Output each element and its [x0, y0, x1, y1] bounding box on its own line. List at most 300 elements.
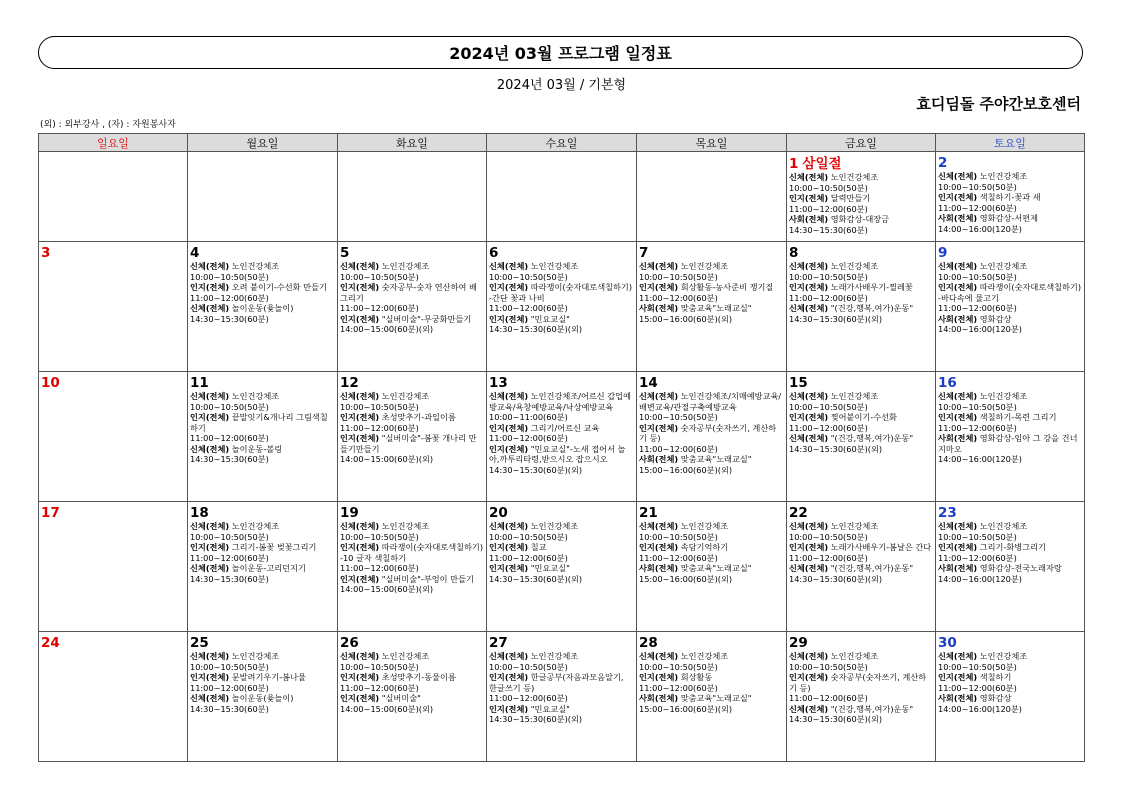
program-time: 11:00~12:00(60분) — [190, 433, 269, 443]
program-category: 신체(전체) — [789, 172, 829, 182]
program-time: 14:30~15:30(60분)(외) — [789, 313, 883, 324]
program-category: 인지(전체) — [190, 282, 230, 292]
day-cell — [188, 152, 338, 242]
program-time: 15:00~16:00(60분)(외) — [639, 464, 733, 475]
program-time: 10:00~10:50(50분) — [639, 412, 718, 422]
program-category: 인지(전체) — [340, 542, 380, 552]
day-number: 16 — [938, 375, 957, 391]
day-number: 18 — [190, 505, 209, 521]
day-number: 6 — [489, 245, 499, 261]
program-category: 인지(전체) — [938, 282, 978, 292]
day-cell — [787, 242, 936, 372]
program-time: 11:00~12:00(60분) — [340, 303, 419, 313]
program-time: 10:00~10:50(50분) — [639, 271, 718, 282]
program-entry — [340, 693, 484, 714]
program-entry — [489, 423, 634, 444]
program-time: 10:00~10:50(50분) — [938, 181, 1017, 192]
day-header — [639, 502, 784, 521]
weekday-header: 토요일 — [936, 134, 1085, 152]
program-time: 10:00~10:50(50분) — [489, 531, 568, 542]
day-header — [340, 632, 484, 651]
program-entry — [789, 303, 933, 324]
program-category: 사회(전체) — [639, 303, 679, 313]
program-name: 노래가사배우기-찔레꽃 — [830, 282, 913, 292]
day-header — [41, 632, 185, 651]
program-time: 10:00~10:50(50분) — [489, 271, 568, 282]
program-entry — [190, 542, 335, 563]
program-entry — [340, 261, 484, 282]
program-name: 놀이운동-고리던지기 — [231, 563, 306, 573]
weekday-header: 수요일 — [487, 134, 637, 152]
program-category: 인지(전체) — [938, 192, 978, 202]
program-category: 인지(전체) — [489, 422, 529, 433]
program-name: 맞춤교육"노래교실" — [680, 563, 752, 573]
program-name: 영화감상 — [979, 693, 1012, 703]
program-category: 신체(전체) — [938, 261, 978, 271]
program-name: 노인건강체조 — [530, 261, 579, 271]
program-category: 사회(전체) — [938, 693, 978, 703]
program-category: 신체(전체) — [340, 521, 380, 531]
program-category: 인지(전체) — [190, 412, 230, 422]
program-time: 10:00~10:50(50분) — [938, 661, 1017, 672]
program-entry — [938, 213, 1082, 234]
program-time: 11:00~12:00(60분) — [489, 693, 568, 703]
program-name: "민요교실" — [530, 703, 570, 714]
program-time: 14:30~15:30(60분)(외) — [789, 714, 883, 724]
program-entry — [938, 542, 1082, 563]
program-entry — [190, 693, 335, 714]
program-name: 칠교 — [530, 542, 547, 552]
program-name: 그리기-화병그리기 — [979, 542, 1046, 552]
program-category: 사회(전체) — [639, 693, 679, 703]
program-category: 신체(전체) — [938, 171, 978, 181]
program-time: 14:00~15:00(60분)(외) — [340, 584, 434, 594]
legend: (외) : 외부강사 , (자) : 자원봉사자 — [40, 120, 176, 130]
day-number: 19 — [340, 505, 359, 521]
day-number: 10 — [41, 375, 60, 391]
program-name: 노인건강체조 — [830, 172, 879, 182]
program-time: 10:00~10:50(50분) — [789, 271, 868, 282]
day-header — [938, 502, 1082, 521]
program-name: 숫자공부-숫자 연산하여 배 그리기 — [340, 282, 477, 303]
program-time: 14:00~16:00(120분) — [938, 454, 1022, 464]
program-time: 10:00~10:50(50분) — [938, 401, 1017, 412]
program-name: 놀이운동(윷놀이) — [231, 303, 294, 313]
week-row — [39, 502, 1085, 632]
program-category: 인지(전체) — [789, 193, 829, 203]
program-time: 11:00~12:00(60분) — [938, 422, 1017, 433]
program-entry — [340, 433, 484, 465]
week-row — [39, 372, 1085, 502]
program-category: 신체(전체) — [190, 693, 230, 703]
day-cell — [188, 502, 338, 632]
day-cell — [787, 372, 936, 502]
program-name: "(건강,행복,여가)운동" — [830, 563, 914, 573]
program-time: 10:00~10:50(50분) — [789, 182, 868, 193]
program-time: 11:00~12:00(60분) — [789, 203, 868, 214]
program-time: 10:00~10:50(50분) — [340, 531, 419, 542]
program-category: 인지(전체) — [639, 542, 679, 552]
program-time: 10:00~10:50(50분) — [789, 401, 868, 412]
program-time: 10:00~11:00(60분) — [489, 412, 568, 422]
day-number: 25 — [190, 635, 209, 651]
day-cell — [338, 372, 487, 502]
schedule-title: 2024년 03월 프로그램 일정표 — [38, 36, 1083, 69]
program-name: 노인건강체조 — [680, 521, 729, 531]
program-entry — [489, 651, 634, 672]
program-name: "실버미술"-무궁화만들기 — [381, 313, 472, 324]
program-name: 맞춤교육"노래교실" — [680, 693, 752, 703]
program-time: 11:00~12:00(60분) — [938, 303, 1017, 313]
program-entry — [639, 563, 784, 584]
day-cell — [487, 372, 637, 502]
weekday-header: 목요일 — [637, 134, 787, 152]
program-time: 14:30~15:30(60분)(외) — [489, 714, 583, 724]
program-category: 사회(전체) — [789, 214, 829, 224]
program-category: 신체(전체) — [190, 521, 230, 531]
program-entry — [340, 574, 484, 595]
program-entry — [789, 193, 933, 214]
program-name: 노인건강체조/치매예방교육/배변교육/관절구축예방교육 — [639, 391, 782, 412]
program-name: "실버미술"-부엉이 만들기 — [381, 573, 474, 584]
program-category: 신체(전체) — [190, 651, 230, 661]
program-entry — [489, 704, 634, 725]
program-name: "민요교실" — [530, 563, 570, 573]
day-cell — [936, 152, 1085, 242]
program-name: 노인건강체조 — [979, 521, 1028, 531]
program-name: 맞춤교육"노래교실" — [680, 454, 752, 464]
program-time: 10:00~10:50(50분) — [938, 531, 1017, 542]
program-time: 11:00~12:00(60분) — [639, 292, 718, 303]
program-time: 14:30~15:30(60분)(외) — [789, 573, 883, 584]
day-number: 1 — [789, 156, 799, 172]
day-header — [489, 372, 634, 391]
day-cell — [637, 152, 787, 242]
program-time: 10:00~10:50(50분) — [489, 661, 568, 672]
day-cell — [936, 372, 1085, 502]
program-name: 초성맞추기-과일이름 — [381, 412, 456, 422]
program-category: 인지(전체) — [340, 313, 380, 324]
program-name: 놀이운동-볼링 — [231, 443, 283, 454]
program-name: 노인건강체조 — [231, 651, 280, 661]
program-time: 14:30~15:30(60분) — [190, 573, 269, 584]
program-time: 11:00~12:00(60분) — [789, 693, 868, 703]
day-number: 30 — [938, 635, 957, 651]
program-name: 노인건강체조 — [530, 651, 579, 661]
program-time: 14:00~15:00(60분)(외) — [340, 703, 434, 714]
program-entry — [190, 261, 335, 282]
program-category: 신체(전체) — [639, 261, 679, 271]
program-category: 신체(전체) — [789, 303, 829, 313]
day-cell — [487, 632, 637, 762]
program-entry — [938, 693, 1082, 714]
program-time: 11:00~12:00(60분) — [789, 552, 868, 563]
program-entry — [489, 261, 634, 282]
program-entry — [639, 542, 784, 563]
program-category: 신체(전체) — [489, 391, 529, 401]
program-time: 10:00~10:50(50분) — [639, 531, 718, 542]
program-entry — [340, 282, 484, 314]
day-header — [639, 242, 784, 261]
program-name: 그리기/어르신 교육 — [530, 422, 600, 433]
program-category: 신체(전체) — [340, 391, 380, 401]
program-entry — [789, 542, 933, 563]
program-entry — [340, 412, 484, 433]
day-number: 14 — [639, 375, 658, 391]
day-cell — [39, 502, 188, 632]
program-category: 신체(전체) — [190, 563, 230, 573]
program-entry — [639, 391, 784, 423]
day-cell — [637, 502, 787, 632]
program-time: 14:30~15:30(60분)(외) — [489, 573, 583, 584]
week-row — [39, 152, 1085, 242]
program-name: 노인건강체조/어르신 갑업예방교육/욕창예방교육/낙상예방교육 — [489, 391, 632, 412]
program-name: 색칠하기-꽃과 새 — [979, 192, 1041, 202]
program-category: 신체(전체) — [340, 261, 380, 271]
program-time: 11:00~12:00(60분) — [489, 303, 568, 313]
program-name: 끝말잇기&개나리 그림색칠하기 — [190, 412, 328, 433]
program-name: 속담기억하기 — [680, 542, 729, 552]
program-time: 14:00~15:00(60분)(외) — [340, 324, 434, 334]
program-entry — [639, 454, 784, 475]
program-category: 인지(전체) — [489, 542, 529, 552]
program-category: 신체(전체) — [489, 521, 529, 531]
calendar-table — [38, 133, 1085, 762]
program-entry — [190, 563, 335, 584]
day-header — [190, 632, 335, 651]
program-category: 인지(전체) — [489, 672, 529, 682]
program-time: 10:00~10:50(50분) — [190, 661, 269, 672]
program-entry — [489, 672, 634, 704]
program-entry — [340, 542, 484, 574]
program-name: 노인건강체조 — [979, 261, 1028, 271]
program-category: 신체(전체) — [789, 563, 829, 573]
day-number: 15 — [789, 375, 808, 391]
program-time: 15:00~16:00(60분)(외) — [639, 313, 733, 324]
day-header — [489, 502, 634, 521]
program-name: 영화감상-전국노래자랑 — [979, 563, 1062, 573]
weekday-header-row — [39, 134, 1085, 152]
program-time: 11:00~12:00(60분) — [340, 422, 419, 433]
day-cell — [787, 502, 936, 632]
week-row — [39, 632, 1085, 762]
program-time: 14:30~15:30(60분) — [190, 454, 269, 464]
day-header — [489, 242, 634, 261]
day-cell — [787, 632, 936, 762]
day-number: 13 — [489, 375, 508, 391]
program-time: 14:30~15:30(60분) — [789, 224, 868, 235]
program-entry — [938, 563, 1082, 584]
program-entry — [489, 314, 634, 335]
program-entry — [489, 542, 634, 563]
program-name: 숫자공부(숫자쓰기, 계산하기 등) — [639, 422, 777, 443]
program-time: 10:00~10:50(50분) — [190, 401, 269, 412]
program-entry — [789, 704, 933, 725]
day-number: 3 — [41, 245, 51, 261]
program-category: 인지(전체) — [639, 422, 679, 433]
day-cell — [39, 632, 188, 762]
program-entry — [489, 444, 634, 476]
program-entry — [639, 521, 784, 542]
program-time: 11:00~12:00(60분) — [190, 552, 269, 563]
program-entry — [789, 261, 933, 282]
day-header — [789, 372, 933, 391]
program-category: 인지(전체) — [340, 412, 380, 422]
day-cell — [936, 242, 1085, 372]
program-name: 영화감상-서편제 — [979, 213, 1039, 223]
program-time: 11:00~12:00(60분) — [938, 682, 1017, 693]
program-category: 신체(전체) — [190, 443, 230, 454]
program-name: 따라쟁이(숫자대로색칠하기)-10 글자 색칠하기 — [340, 542, 484, 563]
program-name: 노인건강체조 — [381, 521, 430, 531]
program-name: "(건강,행복,여가)운동" — [830, 703, 914, 714]
program-entry — [938, 391, 1082, 412]
program-time: 10:00~10:50(50분) — [789, 531, 868, 542]
program-name: 노인건강체조 — [381, 391, 430, 401]
program-time: 10:00~10:50(50분) — [190, 531, 269, 542]
program-name: "(건강,행복,여가)운동" — [830, 433, 914, 443]
program-time: 11:00~12:00(60분) — [340, 682, 419, 693]
program-time: 11:00~12:00(60분) — [789, 422, 868, 433]
program-entry — [639, 423, 784, 455]
program-name: 노인건강체조 — [830, 391, 879, 401]
day-cell — [936, 632, 1085, 762]
program-entry — [789, 214, 933, 235]
program-entry — [489, 521, 634, 542]
day-number: 26 — [340, 635, 359, 651]
day-number: 12 — [340, 375, 359, 391]
program-name: 숫자공부(숫자쓰기, 계산하기 등) — [789, 672, 927, 693]
program-entry — [190, 391, 335, 412]
program-category: 사회(전체) — [639, 563, 679, 573]
program-name: "실버미술"-봄꽃 개나리 만들기만들기 — [340, 433, 477, 454]
program-category: 인지(전체) — [789, 542, 829, 552]
weekday-header: 화요일 — [338, 134, 487, 152]
day-number: 8 — [789, 245, 799, 261]
program-time: 10:00~10:50(50분) — [340, 661, 419, 672]
day-header — [938, 152, 1082, 171]
day-cell — [637, 632, 787, 762]
program-entry — [789, 391, 933, 412]
program-name: 노인건강체조 — [231, 261, 280, 271]
day-header — [938, 372, 1082, 391]
program-time: 15:00~16:00(60분)(외) — [639, 573, 733, 584]
program-category: 신체(전체) — [639, 521, 679, 531]
program-entry — [938, 192, 1082, 213]
day-header — [489, 632, 634, 651]
program-name: 노인건강체조 — [830, 261, 879, 271]
program-time: 10:00~10:50(50분) — [340, 271, 419, 282]
program-entry — [938, 521, 1082, 542]
center-name: 효디딤돌 주야간보호센터 — [916, 95, 1081, 113]
day-number: 27 — [489, 635, 508, 651]
program-category: 인지(전체) — [639, 672, 679, 682]
day-cell — [188, 372, 338, 502]
program-category: 인지(전체) — [340, 693, 380, 703]
program-time: 11:00~12:00(60분) — [340, 563, 419, 573]
program-name: 초성맞추기-동물이름 — [381, 672, 456, 682]
day-header — [190, 242, 335, 261]
day-number: 17 — [41, 505, 60, 521]
program-time: 14:30~15:30(60분)(외) — [789, 443, 883, 454]
program-entry — [489, 282, 634, 314]
program-category: 신체(전체) — [938, 651, 978, 661]
program-category: 신체(전체) — [639, 651, 679, 661]
day-number: 11 — [190, 375, 209, 391]
program-name: 노인건강체조 — [979, 391, 1028, 401]
day-number: 29 — [789, 635, 808, 651]
program-name: 영화감상-대장금 — [830, 214, 890, 224]
day-header — [639, 372, 784, 391]
program-entry — [938, 412, 1082, 433]
day-cell — [487, 152, 637, 242]
day-number: 2 — [938, 155, 948, 171]
program-time: 11:00~12:00(60분) — [938, 552, 1017, 563]
program-category: 신체(전체) — [789, 651, 829, 661]
program-time: 11:00~12:00(60분) — [190, 682, 269, 693]
program-entry — [190, 672, 335, 693]
weekday-header: 일요일 — [39, 134, 188, 152]
day-header — [340, 502, 484, 521]
program-name: 따라쟁이(숫자대로색칠하기)-바다속에 물고기 — [938, 282, 1082, 303]
weekday-header: 금요일 — [787, 134, 936, 152]
program-category: 신체(전체) — [190, 303, 230, 313]
program-entry — [639, 303, 784, 324]
program-category: 인지(전체) — [489, 313, 529, 324]
day-cell — [338, 152, 487, 242]
program-name: 찢어붙이기-수선화 — [830, 412, 897, 422]
holiday-label: 삼일절 — [802, 156, 842, 172]
program-entry — [938, 171, 1082, 192]
program-time: 10:00~10:50(50분) — [938, 271, 1017, 282]
day-number: 24 — [41, 635, 60, 651]
program-name: 색칠하기 — [979, 672, 1012, 682]
program-name: 오려 붙이기-수선화 만들기 — [231, 282, 327, 292]
program-name: "(건강,행복,여가)운동" — [830, 303, 914, 313]
program-category: 인지(전체) — [489, 443, 529, 454]
program-category: 신체(전체) — [789, 261, 829, 271]
program-time: 14:00~16:00(120분) — [938, 324, 1022, 334]
day-cell — [487, 502, 637, 632]
program-category: 사회(전체) — [938, 433, 978, 443]
program-category: 사회(전체) — [938, 563, 978, 573]
day-cell — [487, 242, 637, 372]
program-name: 노인건강체조 — [680, 651, 729, 661]
program-category: 신체(전체) — [489, 261, 529, 271]
program-time: 14:00~16:00(120분) — [938, 703, 1022, 714]
program-category: 신체(전체) — [190, 261, 230, 271]
program-name: 회상활동 — [680, 672, 713, 682]
program-category: 신체(전체) — [340, 651, 380, 661]
program-time: 10:00~10:50(50분) — [639, 661, 718, 672]
day-number: 4 — [190, 245, 200, 261]
day-number: 22 — [789, 505, 808, 521]
day-header — [789, 242, 933, 261]
program-category: 인지(전체) — [938, 672, 978, 682]
day-header — [789, 502, 933, 521]
program-entry — [789, 412, 933, 433]
program-name: 회상활동-농사준비 쟁기질 — [680, 282, 774, 292]
program-time: 11:00~12:00(60분) — [190, 292, 269, 303]
program-name: 노인건강체조 — [231, 521, 280, 531]
day-header — [938, 632, 1082, 651]
day-cell — [338, 242, 487, 372]
program-entry — [639, 672, 784, 693]
program-time: 11:00~12:00(60분) — [489, 433, 568, 443]
day-header — [639, 632, 784, 651]
program-name: 노인건강체조 — [830, 521, 879, 531]
program-category: 인지(전체) — [190, 542, 230, 552]
